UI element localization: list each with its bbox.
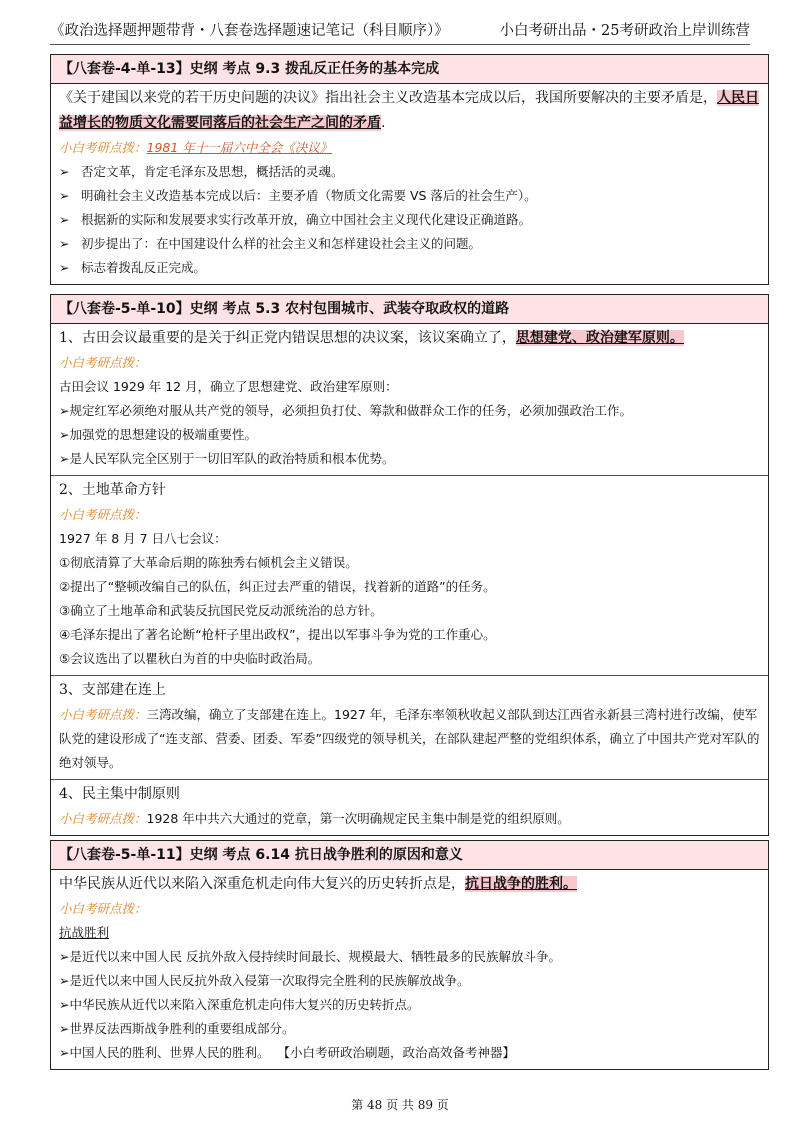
page-footer: 第 48 页 共 89 页: [351, 1098, 449, 1112]
box-2-section-3-body: [59, 703, 760, 775]
box-1-tip-text: 1981 年十一届六中全会《决议》: [146, 140, 333, 155]
list-item: [59, 232, 760, 256]
point-text: 否定文革，肯定毛泽东及思想，概括活的灵魂。: [81, 164, 344, 179]
list-item: ①彻底清算了大革命后期的陈独秀右倾机会主义错误。: [59, 555, 358, 570]
point-text: 是近代以来中国人民 反抗外敌入侵持续时间最长、规模最大、牺牲最多的民族解放斗争。: [69, 949, 561, 964]
box-2-title: 【八套卷-5-单-10】史纲 考点 5.3 农村包围城市、武装夺取政权的道路: [51, 295, 768, 324]
list-item: [59, 160, 760, 184]
list-item: [59, 423, 760, 447]
question-box-1: [50, 54, 769, 285]
box-1-title: 【八套卷-4-单-13】史纲 考点 9.3 拨乱反正任务的基本完成: [51, 55, 768, 84]
point-text: 中国人民的胜利、世界人民的胜利。: [69, 1045, 270, 1060]
arrow-bullet-icon: ➢: [59, 427, 70, 442]
arrow-bullet-icon: ➢: [59, 973, 70, 988]
arrow-bullet-icon: ➢: [59, 260, 70, 275]
arrow-bullet-icon: ➢: [59, 188, 70, 203]
point-text: 初步提出了：在中国建设什么样的社会主义和怎样建设社会主义的问题。: [81, 236, 482, 251]
list-item: ③确立了土地革命和武装反抗国民党反动派统治的总方针。: [59, 603, 383, 618]
point-text: 加强党的思想建设的极端重要性。: [69, 427, 257, 442]
point-text: 标志着拨乱反正完成。: [81, 260, 207, 275]
arrow-bullet-icon: ➢: [59, 997, 70, 1012]
list-item: [59, 184, 760, 208]
box-2-section-4-tip-label: 小白考研点拨：: [59, 811, 147, 826]
box-2-section-2-title: 2、土地革命方针: [59, 482, 166, 498]
box-1-question-end: .: [381, 115, 386, 131]
point-text: 是近代以来中国人民反抗外敌入侵第一次取得完全胜利的民族解放战争。: [69, 973, 470, 988]
list-item: ②提出了“整顿改编自己的队伍，纠正过去严重的错误，找着新的道路”的任务。: [59, 579, 496, 594]
box-2-section-3-tip-label: 小白考研点拨：: [59, 707, 147, 722]
point-text: 明确社会主义改造基本完成以后：主要矛盾（物质文化需要 VS 落后的社会生产）。: [81, 188, 537, 203]
header-right-title: 小白考研出品・25考研政治上岸训练营: [499, 22, 750, 39]
arrow-bullet-icon: ➢: [59, 451, 70, 466]
list-item: [59, 1041, 760, 1065]
list-item: [59, 399, 760, 423]
question-box-2: [50, 294, 769, 836]
point-text: 世界反法西斯战争胜利的重要组成部分。: [69, 1021, 295, 1036]
list-item: [59, 256, 760, 280]
box-2-answer-highlight: 思想建党、政治建军原则。: [515, 330, 684, 346]
list-item: [59, 969, 760, 993]
point-text: 是人民军队完全区别于一切旧军队的政治特质和根本优势。: [69, 451, 395, 466]
header-left-title: 《政治选择题押题带背・八套卷选择题速记笔记（科目顺序）》: [50, 22, 449, 39]
arrow-bullet-icon: ➢: [59, 1021, 70, 1036]
box-1-tip: [59, 136, 760, 160]
box-3-title: 【八套卷-5-单-11】史纲 考点 6.14 抗日战争胜利的原因和意义: [51, 841, 768, 870]
box-2-section-2-intro: 1927 年 8 月 7 日八七会议：: [59, 531, 227, 546]
box-1-question-text: 《关于建国以来党的若干历史问题的决议》指出社会主义改造基本完成以后，我国所要解决的主要矛盾是，: [59, 90, 717, 106]
page-header: [50, 18, 750, 45]
box-2-question-text: 1、古田会议最重要的是关于纠正党内错误思想的决议案，该议案确立了，: [59, 330, 516, 346]
box-2-section-4: [51, 780, 768, 835]
list-item: [59, 993, 760, 1017]
list-item: [59, 208, 760, 232]
box-2-section-3-text: 三湾改编，确立了支部建在连上。1927 年，毛泽东率领秋收起义部队到达江西省永新县三湾村进行改编，使军队党的建设形成了“连支部、营委、团委、军委”四级党的领导机关，在部队建起严整的党组织体系，确立了中国共产党对军队的绝对领导。: [59, 707, 760, 770]
box-2-intro: 古田会议 1929 年 12 月，确立了思想建党、政治建军原则：: [59, 379, 398, 394]
box-3-question-text: 中华民族从近代以来陷入深重危机走向伟大复兴的历史转折点是，: [59, 876, 465, 892]
arrow-bullet-icon: ➢: [59, 403, 70, 418]
promo-link[interactable]: 【小白考研政治刷题，政治高效备考神器】: [277, 1045, 515, 1060]
box-1-answer-highlight: 人民日益增长的物质文化需要同落后的社会生产之间的矛盾: [59, 90, 759, 131]
box-2-section-2-tip-label: 小白考研点拨：: [59, 507, 147, 522]
list-item: [59, 945, 760, 969]
box-3-question: [59, 872, 760, 897]
box-2-section-4-title: 4、民主集中制原则: [59, 786, 180, 802]
point-text: 根据新的实际和发展要求实行改革开放，确立中国社会主义现代化建设正确道路。: [81, 212, 532, 227]
box-3-answer-highlight: 抗日战争的胜利。: [465, 876, 577, 892]
box-1-tip-label: 小白考研点拨：: [59, 140, 147, 155]
list-item: [59, 447, 760, 471]
box-3-sub-label: 抗战胜利: [59, 925, 110, 940]
box-1-question: [59, 86, 760, 136]
question-box-3: [50, 840, 769, 1070]
list-item: ⑤会议选出了以瞿秋白为首的中央临时政治局。: [59, 651, 321, 666]
arrow-bullet-icon: ➢: [59, 164, 70, 179]
list-item: ④毛泽东提出了著名论断“枪杆子里出政权”，提出以军事斗争为党的工作重心。: [59, 627, 496, 642]
point-text: 规定红军必须绝对服从共产党的领导，必须担负打仗、筹款和做群众工作的任务，必须加强政治工作。: [69, 403, 632, 418]
box-2-section-3-title: 3、支部建在连上: [59, 682, 166, 698]
arrow-bullet-icon: ➢: [59, 1045, 70, 1060]
box-3-tip-label: 小白考研点拨：: [59, 901, 147, 916]
box-2-section-4-body: [59, 807, 760, 831]
box-2-section-4-text: 1928 年中共六大通过的党章，第一次明确规定民主集中制是党的组织原则。: [146, 811, 570, 826]
box-2-tip-label: 小白考研点拨：: [59, 355, 147, 370]
list-item: [59, 1017, 760, 1041]
box-2-section-2: [51, 476, 768, 676]
arrow-bullet-icon: ➢: [59, 949, 70, 964]
point-text: 中华民族从近代以来陷入深重危机走向伟大复兴的历史转折点。: [69, 997, 420, 1012]
box-2-section-3: [51, 676, 768, 780]
box-2-question: [59, 326, 760, 351]
arrow-bullet-icon: ➢: [59, 212, 70, 227]
arrow-bullet-icon: ➢: [59, 236, 70, 251]
box-2-section-1: [51, 324, 768, 476]
